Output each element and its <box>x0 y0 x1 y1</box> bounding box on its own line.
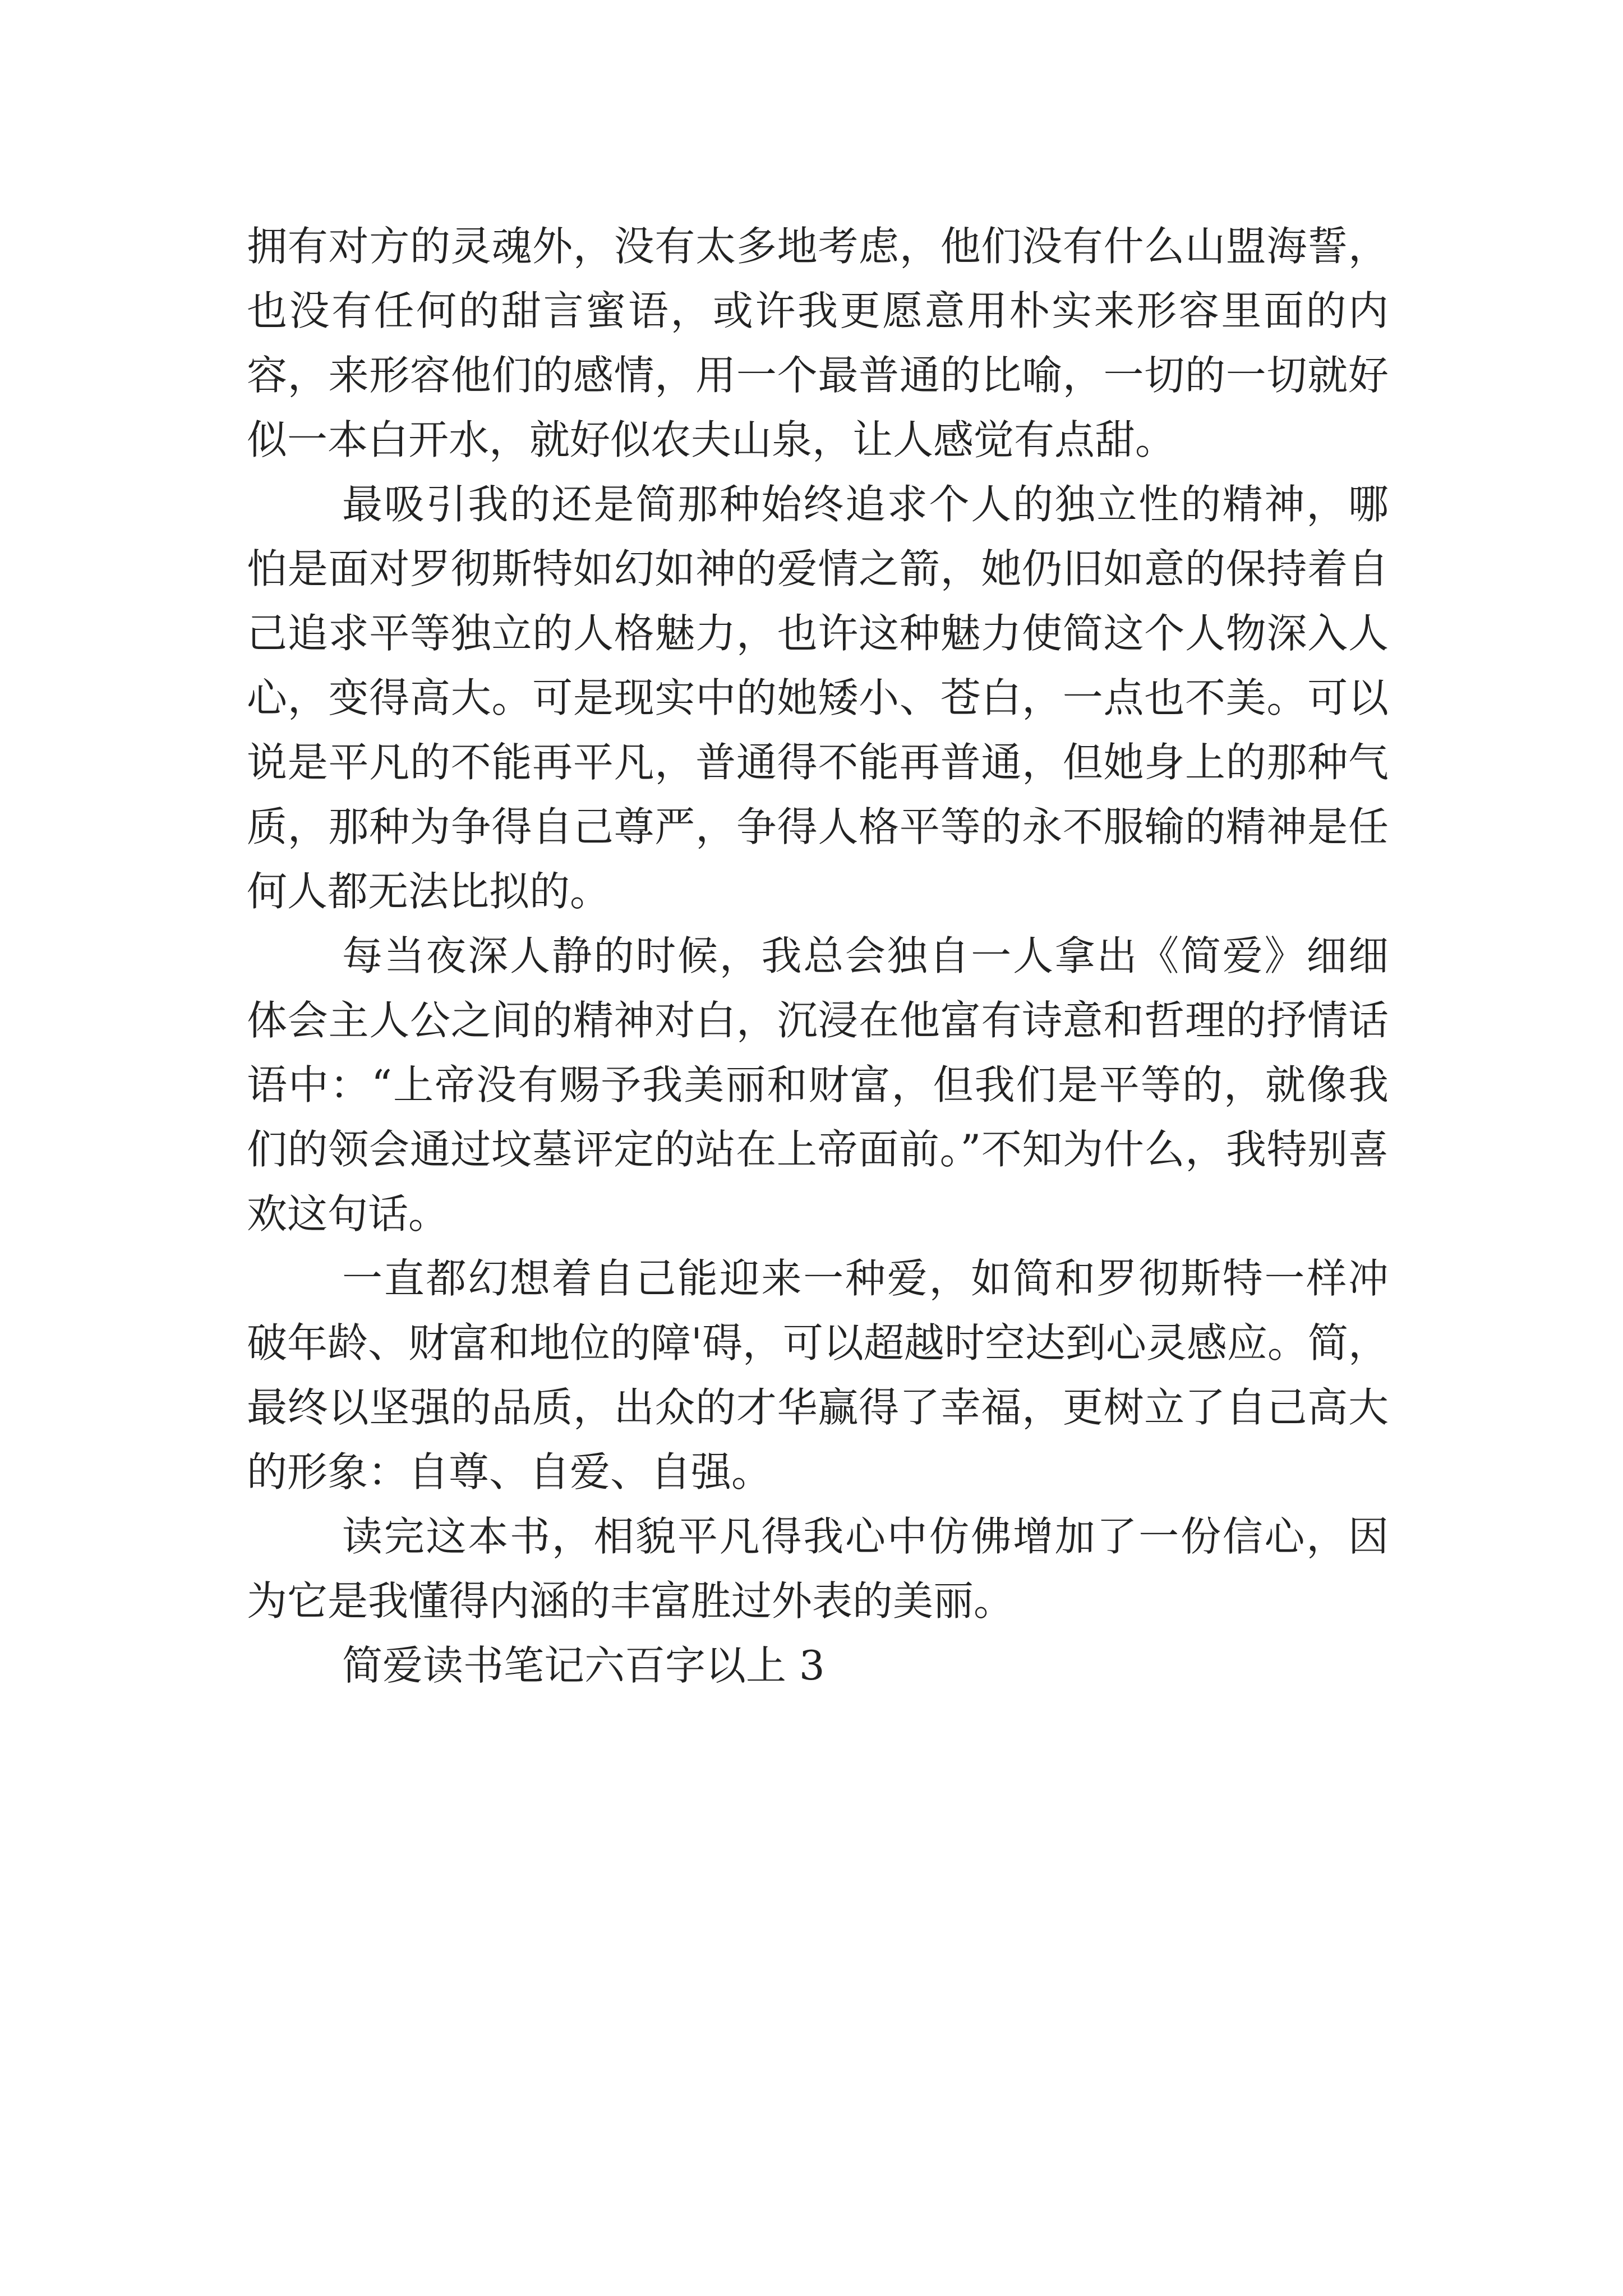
paragraph-4: 一直都幻想着自己能迎来一种爱，如简和罗彻斯特一样冲破年龄、财富和地位的障'碍，可以超越时空达到心灵感应。简，最终以坚强的品质，出众的才华赢得了幸福，更树立了自己高大的形象：自尊、自爱、自强。 <box>247 1255 1389 1496</box>
paragraph-1: 拥有对方的灵魂外，没有太多地考虑，他们没有什么山盟海誓，也没有任何的甜言蜜语，或许我更愿意用朴实来形容里面的内容，来形容他们的感情，用一个最普通的比喻，一切的一切就好似一本白开水，就好似农夫山泉，让人感觉有点甜。 <box>247 223 1389 463</box>
paragraph-2: 最吸引我的还是简那种始终追求个人的独立性的精神，哪怕是面对罗彻斯特如幻如神的爱情之箭，她仍旧如意的保持着自己追求平等独立的人格魅力，也许这种魅力使简这个人物深入人心，变得高大。可是现实中的她矮小、苍白，一点也不美。可以说是平凡的不能再平凡，普通得不能再普通，但她身上的那种气质，那种为争得自己尊严，争得人格平等的永不服输的精神是任何人都无法比拟的。 <box>247 481 1389 915</box>
document-body <box>247 214 1389 1698</box>
paragraph-5: 读完这本书，相貌平凡得我心中仿佛增加了一份信心，因为它是我懂得内涵的丰富胜过外表的美丽。 <box>247 1513 1389 1625</box>
section-heading: 简爱读书笔记六百字以上 3 <box>342 1642 825 1689</box>
paragraph-3: 每当夜深人静的时候，我总会独自一人拿出《简爱》细细体会主人公之间的精神对白，沉浸在他富有诗意和哲理的抒情话语中：“上帝没有赐予我美丽和财富，但我们是平等的，就像我们的领会通过坟墓评定的站在上帝面前。”不知为什么，我特别喜欢这句话。 <box>247 932 1389 1237</box>
